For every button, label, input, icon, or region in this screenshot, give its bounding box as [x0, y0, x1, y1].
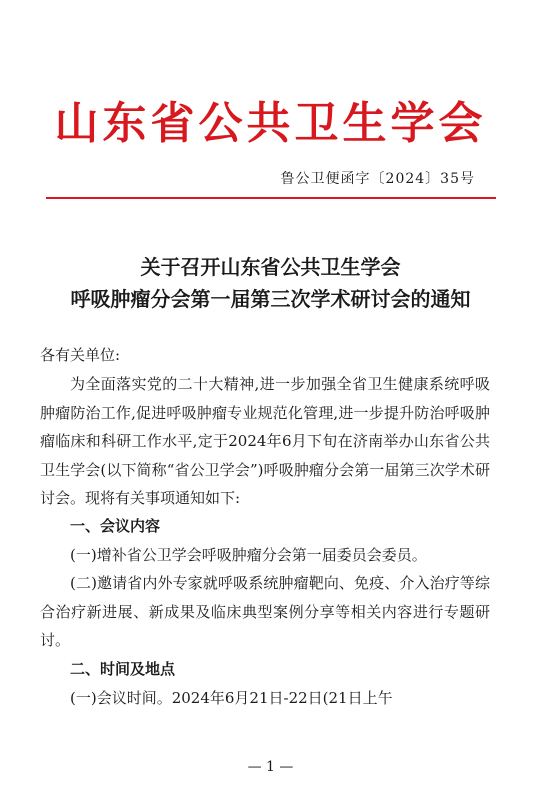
section-1-item-1: (一)增补省公卫学会呼吸肿瘤分会第一届委员会委员。	[70, 546, 427, 564]
organization-title: 山东省公共卫生学会	[54, 98, 487, 149]
document-title-line-1: 关于召开山东省公共卫生学会	[140, 255, 401, 279]
page-number: — 1 —	[247, 759, 294, 775]
section-1-item-2: (二)邀请省内外专家就呼吸系统肿瘤靶向、免疫、介入治疗等综合治疗新进展、新成果及临床典型案例分享等相关内容进行专题研讨。	[40, 574, 490, 649]
document-title-line-2: 呼吸肿瘤分会第一届第三次学术研讨会的通知	[70, 287, 471, 311]
section-1-heading: 一、会议内容	[70, 517, 161, 535]
section-2-heading: 二、时间及地点	[70, 660, 176, 678]
intro-paragraph: 为全面落实党的二十大精神,进一步加强全省卫生健康系统呼吸肿瘤防治工作,促进呼吸肿瘤专业规范化管理,进一步提升防治呼吸肿瘤临床和科研工作水平,定于2024年6月下旬在济南举办山东省公共卫生学会(以下简称“省公卫学会”)呼吸肿瘤分会第一届第三次学术研讨会。现将有关事项通知如下:	[40, 375, 490, 507]
salutation: 各有关单位:	[40, 346, 121, 364]
red-divider-line	[46, 197, 496, 199]
section-2-item-1: (一)会议时间。2024年6月21日-22日(21日上午	[70, 689, 393, 707]
document-number: 鲁公卫便函字〔2024〕35号	[280, 171, 475, 187]
